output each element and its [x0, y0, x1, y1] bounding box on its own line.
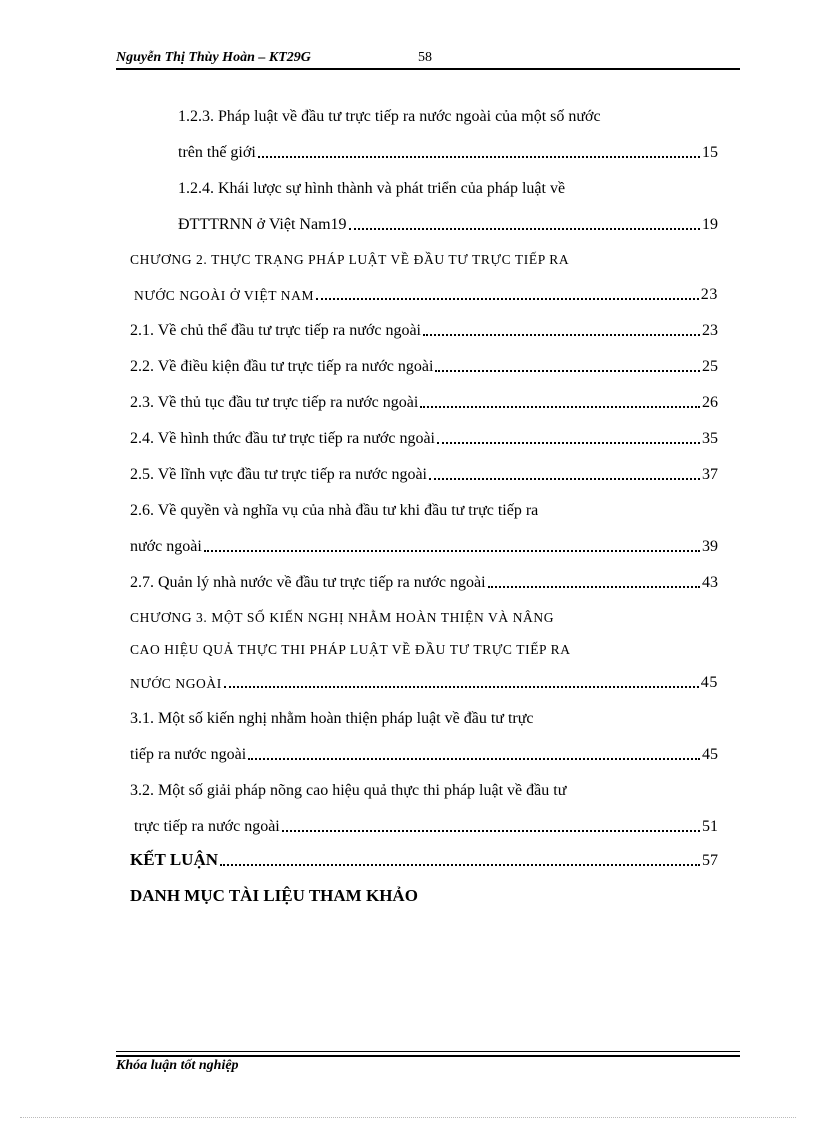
toc-entry-3-1-cont[interactable]: [130, 740, 718, 764]
footer-rule-thin: [116, 1051, 740, 1052]
toc-entry-text: nước ngoài: [130, 538, 202, 555]
dot-leader: [248, 758, 700, 760]
toc-entry-text: 2.2. Về điều kiện đầu tư trực tiếp ra nước ngoài: [130, 358, 434, 375]
toc-chapter-3[interactable]: [130, 602, 720, 626]
toc-references[interactable]: [130, 882, 718, 906]
toc-page-number: 45: [702, 746, 718, 763]
toc-entry-1-2-4-cont[interactable]: [178, 210, 718, 234]
toc-page-number: 19: [702, 216, 718, 233]
toc-entry-text: tiếp ra nước ngoài: [130, 746, 247, 763]
toc-entry-2-6[interactable]: [130, 496, 718, 520]
toc-conclusion[interactable]: [130, 846, 718, 870]
dot-leader: [258, 156, 700, 158]
toc-page-number: 39: [702, 538, 718, 555]
toc-page-number: 37: [702, 466, 718, 483]
page-header: [116, 48, 740, 68]
toc-page-number: 43: [702, 574, 718, 591]
toc-chapter-2-cont[interactable]: [134, 280, 718, 304]
dot-leader: [423, 334, 700, 336]
toc-entry-3-2[interactable]: [130, 776, 718, 800]
dot-leader: [435, 370, 700, 372]
toc-entry-text: 2.6. Về quyền và nghĩa vụ của nhà đầu tư khi đầu tư trực tiếp ra: [130, 502, 539, 519]
toc-entry-2-3[interactable]: [130, 388, 718, 412]
toc-entry-text: ĐTTTRNN ở Việt Nam19: [178, 216, 347, 233]
toc-entry-text: trực tiếp ra nước ngoài: [134, 818, 280, 835]
toc-entry-2-7[interactable]: [130, 568, 718, 592]
toc-entry-text: DANH MỤC TÀI LIỆU THAM KHẢO: [130, 886, 418, 905]
dot-leader: [349, 228, 700, 230]
toc-entry-3-1[interactable]: [130, 704, 718, 728]
toc-page-number: 45: [700, 674, 718, 691]
toc-entry-text: KẾT LUẬN: [130, 850, 219, 869]
header-author: Nguyễn Thị Thùy Hoàn – KT29G: [116, 50, 311, 65]
dot-leader: [437, 442, 700, 444]
toc-entry-text: 2.7. Quản lý nhà nước về đầu tư trực tiếp ra nước ngoài: [130, 574, 486, 591]
toc-entry-text: 1.2.4. Khái lược sự hình thành và phát triển của pháp luật về: [178, 180, 566, 197]
toc-entry-text: NƯỚC NGOÀI Ở VIỆT NAM: [134, 288, 315, 303]
toc-entry-text: 3.2. Một số giải pháp nõng cao hiệu quả thực thi pháp luật về đầu tư: [130, 782, 567, 799]
dot-leader: [204, 550, 700, 552]
toc-page-number: 57: [702, 852, 718, 869]
dot-leader: [420, 406, 700, 408]
footer-text: Khóa luận tốt nghiệp: [116, 1058, 239, 1073]
toc-entry-1-2-3[interactable]: [178, 102, 744, 126]
toc-entry-2-1[interactable]: [130, 316, 718, 340]
dot-leader: [316, 298, 699, 300]
toc-entry-3-2-cont[interactable]: [134, 812, 718, 836]
dot-leader: [282, 830, 700, 832]
toc-chapter-3-line2[interactable]: [130, 634, 720, 658]
toc-entry-text: 3.1. Một số kiến nghị nhằm hoàn thiện pháp luật về đầu tư trực: [130, 710, 534, 727]
dot-leader: [224, 686, 699, 688]
toc-entry-text: CHƯƠNG 3. MỘT SỐ KIẾN NGHỊ NHẰM HOÀN THIỆN VÀ NÂNG: [130, 610, 555, 625]
toc-entry-1-2-4[interactable]: [178, 174, 744, 198]
toc-page-number: 26: [702, 394, 718, 411]
toc-page-number: 23: [702, 322, 718, 339]
toc-entry-2-2[interactable]: [130, 352, 718, 376]
toc-page-number: 25: [702, 358, 718, 375]
toc-page-number: 23: [700, 286, 718, 303]
toc-entry-2-5[interactable]: [130, 460, 718, 484]
toc-page-number: 51: [702, 818, 718, 835]
toc-entry-text: 2.5. Về lĩnh vực đầu tư trực tiếp ra nước ngoài: [130, 466, 427, 483]
toc-entry-text: CHƯƠNG 2. THỰC TRẠNG PHÁP LUẬT VỀ ĐẦU TƯ TRỰC TIẾP RA: [130, 252, 570, 267]
toc-entry-2-6-cont[interactable]: [130, 532, 718, 556]
toc-entry-2-4[interactable]: [130, 424, 718, 448]
dot-leader: [429, 478, 700, 480]
toc-entry-text: NƯỚC NGOÀI: [130, 676, 222, 691]
header-rule: [116, 68, 740, 70]
toc-entry-text: 1.2.3. Pháp luật về đầu tư trực tiếp ra nước ngoài của một số nước: [178, 108, 601, 125]
toc-entry-text: 2.3. Về thủ tục đầu tư trực tiếp ra nước ngoài: [130, 394, 419, 411]
toc-entry-text: 2.4. Về hình thức đầu tư trực tiếp ra nước ngoài: [130, 430, 435, 447]
dot-leader: [220, 864, 700, 866]
header-page-number: 58: [418, 50, 432, 65]
toc-entry-text: trên thế giới: [178, 144, 256, 161]
toc-entry-1-2-3-cont[interactable]: [178, 138, 718, 162]
toc-chapter-3-cont[interactable]: [130, 668, 718, 692]
page-edge-dots: [20, 1117, 796, 1118]
dot-leader: [488, 586, 700, 588]
toc-entry-text: 2.1. Về chủ thể đầu tư trực tiếp ra nước ngoài: [130, 322, 421, 339]
toc-page-number: 15: [702, 144, 718, 161]
toc-chapter-2[interactable]: [130, 244, 720, 268]
toc-entry-text: CAO HIỆU QUẢ THỰC THI PHÁP LUẬT VỀ ĐẦU TƯ TRỰC TIẾP RA: [130, 642, 571, 657]
footer-rule-thick: [116, 1055, 740, 1057]
toc-page-number: 35: [702, 430, 718, 447]
